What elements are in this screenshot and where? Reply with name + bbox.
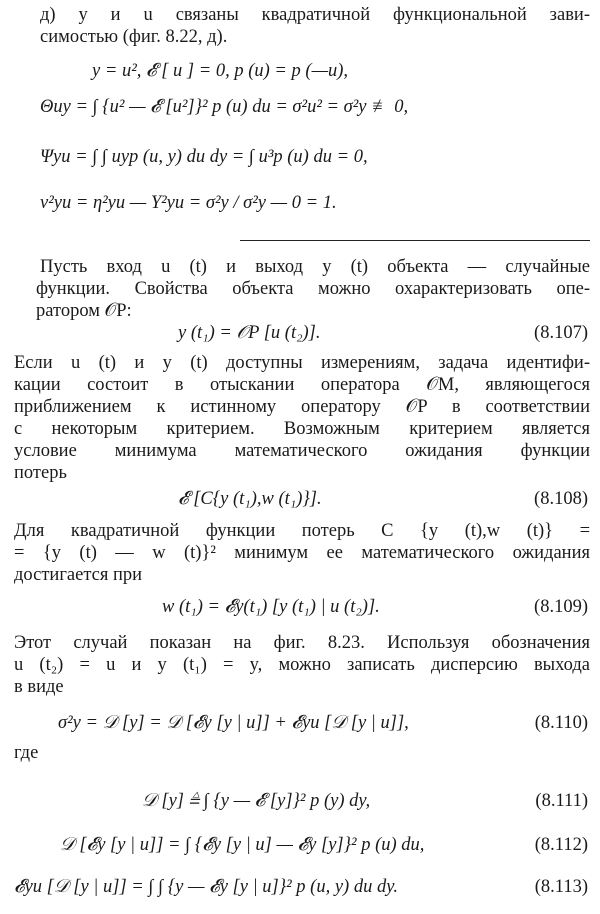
intro-line-1: д) y и u связаны квадратичной функциональной зави-	[40, 5, 590, 25]
equation-8-108: 𝓔 [C{y (t₁),w (t₁)}].	[178, 489, 322, 509]
para4-line-1: Этот случай показан на фиг. 8.23. Используя обозначения	[14, 633, 590, 653]
para2-line-6: потерь	[14, 463, 67, 483]
equation-number-8-109: (8.109)	[534, 597, 588, 617]
para2-line-4: с некоторым критерием. Возможным критерием является	[14, 419, 590, 439]
section-divider	[240, 240, 590, 241]
equation-8-109: w (t₁) = 𝓔y(t₁) [y (t₁) | u (t₂)].	[162, 597, 380, 617]
para3-line-3: достигается при	[14, 565, 143, 585]
para3-line-1: Для квадратичной функции потерь C {y (t),w (t)} =	[14, 521, 590, 541]
equation-theta-uy: Θuy = ∫ {u² — 𝓔 [u²]}² p (u) du = σ²u² = σ²y ≢ 0,	[40, 97, 409, 117]
para2-line-1: Если u (t) и y (t) доступны измерениям, задача идентифи-	[14, 353, 590, 373]
equation-number-8-110: (8.110)	[534, 713, 588, 733]
para1-line-3: ратором 𝒪P:	[36, 301, 132, 321]
equation-number-8-113: (8.113)	[534, 877, 588, 897]
para4-line-2: u (t₂) = u и y (t₁) = y, можно записать дисперсию выхода	[14, 655, 590, 675]
para2-line-5: условие минимума математического ожидания функции	[14, 441, 590, 461]
equation-number-8-111: (8.111)	[535, 791, 588, 811]
intro-line-2: симостью (фиг. 8.22, д).	[40, 27, 228, 47]
para2-line-3: приближением к истинному оператору 𝒪P в соответствии	[14, 397, 590, 417]
para1-line-2: функции. Свойства объекта можно охарактеризовать опе-	[36, 279, 590, 299]
equation-number-8-112: (8.112)	[534, 835, 588, 855]
equation-psi-yu: Ψyu = ∫ ∫ uyp (u, y) du dy = ∫ u³p (u) du = 0,	[40, 147, 368, 167]
equation-y-u-squared: y = u², 𝓔 [ u ] = 0, p (u) = p (—u),	[92, 61, 349, 81]
equation-nu-yu: ν²yu = η²yu — Y²yu = σ²y / σ²y — 0 = 1.	[40, 193, 337, 213]
equation-8-107: y (t₁) = 𝒪P [u (t₂)].	[178, 323, 321, 343]
para1-line-1: Пусть вход u (t) и выход y (t) объекта — случайные	[40, 257, 590, 277]
equation-8-111: 𝒟 [y] ≜ ∫ {y — 𝓔 [y]}² p (y) dy,	[142, 791, 371, 811]
equation-number-8-108: (8.108)	[534, 489, 588, 509]
equation-8-113: 𝓔yu [𝒟 [y | u]] = ∫ ∫ {y — 𝓔y [y | u]}² p (u, y) du dy.	[14, 877, 399, 897]
equation-8-112: 𝒟 [𝓔y [y | u]] = ∫ {𝓔y [y | u] — 𝓔y [y]}² p (u) du,	[60, 835, 425, 855]
where-word: где	[14, 743, 39, 763]
para4-line-3: в виде	[14, 677, 64, 697]
para3-line-2: = {y (t) — w (t)}² минимум ее математического ожидания	[14, 543, 590, 563]
equation-number-8-107: (8.107)	[534, 323, 588, 343]
para2-line-2: кации состоит в отыскании оператора 𝒪M, являющегося	[14, 375, 590, 395]
equation-8-110: σ²y = 𝒟 [y] = 𝒟 [𝓔y [y | u]] + 𝓔yu [𝒟 [y | u]],	[58, 713, 409, 733]
